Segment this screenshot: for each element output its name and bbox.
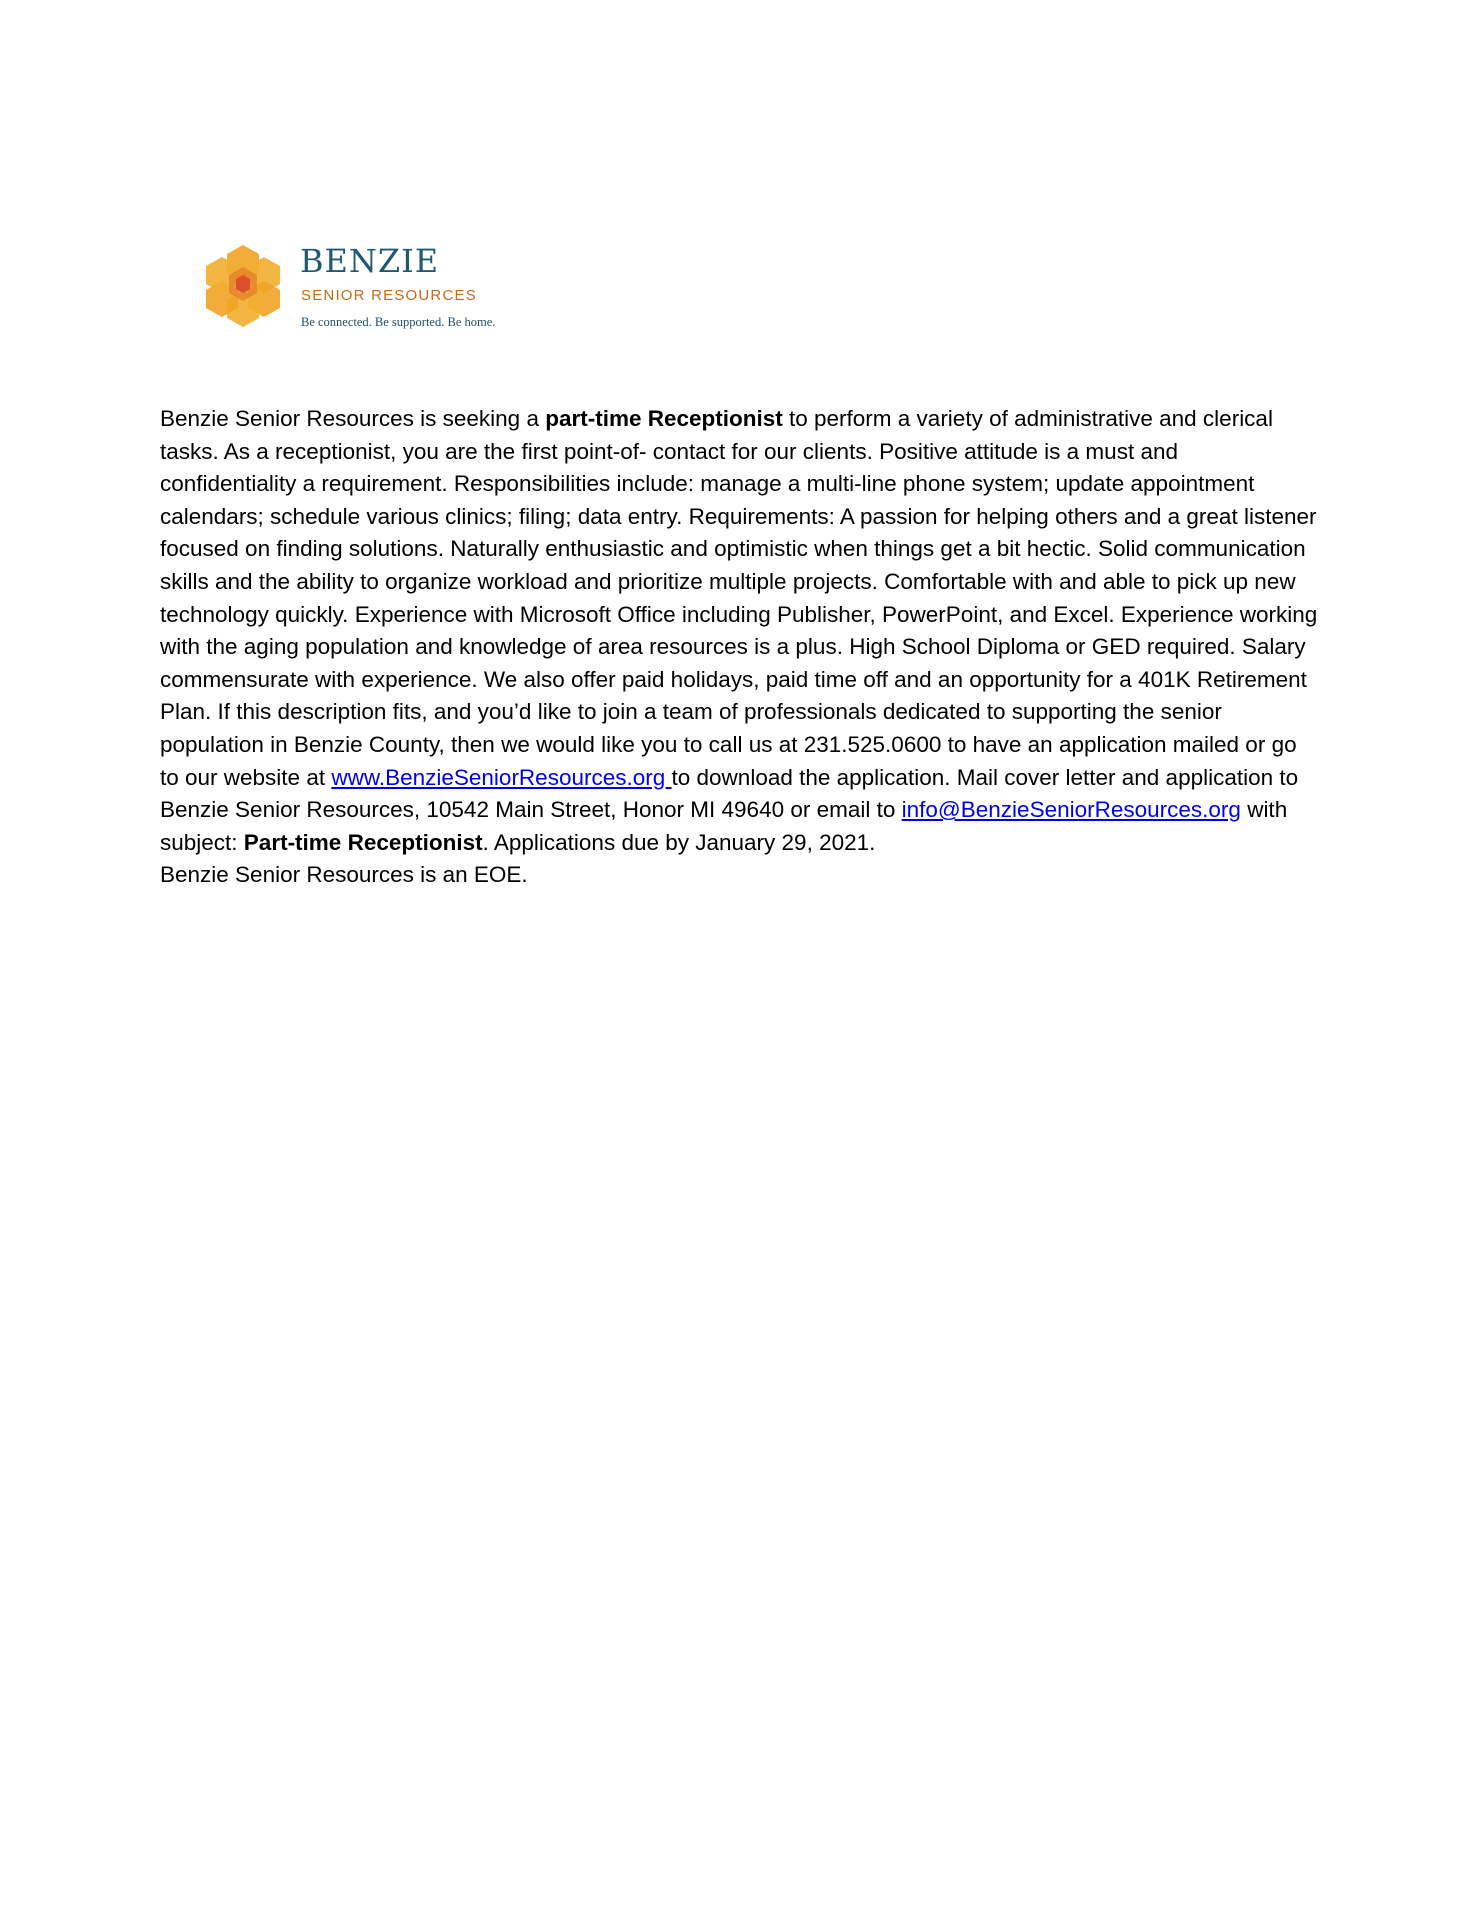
job-posting bbox=[160, 403, 1320, 892]
posting-deadline: . Applications due by January 29, 2021. bbox=[482, 829, 876, 855]
posting-intro: Benzie Senior Resources is seeking a bbox=[160, 406, 546, 431]
posting-mail-instructions: to download the application. Mail cover letter and application to Benzie Senior Resources, 10542 Main Street, Honor MI 49640 or email to bbox=[160, 764, 1299, 823]
logo-tagline: Be connected. Be supported. Be home. bbox=[301, 315, 496, 329]
posting-paragraph bbox=[160, 403, 1320, 859]
email-subject: Part-time Receptionist bbox=[243, 829, 483, 855]
website-link[interactable]: www.BenzieSeniorResources.org bbox=[331, 764, 672, 790]
posting-details: to perform a variety of administrative and clerical tasks. As a receptionist, you are the first point-of- contact for our clients. Positive attitude is a must and confidentiality a requirement. Responsibilities include: manage a multi-line phone system; update appointment calendars; schedule various clinics; filing; data entry. Requirements: A passion for helping others and a great listener focused on finding solutions. Naturally enthusiastic and optimistic when things get a bit hectic. Solid communication skills and the ability to organize workload and prioritize multiple projects. Comfortable with and able to pick up new technology quickly. Experience with Microsoft Office including Publisher, PowerPoint, and Excel. Experience working with the aging population and knowledge of area resources is a plus. High School Diploma or GED required. Salary commensurate with experience. We also offer paid holidays, paid time off and an opportunity for a 401K Retirement Plan. If this description fits, and you’d like to join a team of professionals dedicated to supporting the senior population in Benzie County, then we would like you to call us at 231.525.0600 to have an application mailed or go to our website at bbox=[160, 406, 1318, 790]
position-title: part-time Receptionist bbox=[545, 406, 783, 431]
email-link[interactable]: info@BenzieSeniorResources.org bbox=[901, 797, 1241, 823]
posting-subject-label: with subject: bbox=[160, 797, 1288, 855]
eoe-statement: Benzie Senior Resources is an EOE. bbox=[160, 862, 528, 888]
hexagon-cluster-icon bbox=[198, 243, 288, 329]
logo-subtitle: SENIOR RESOURCES bbox=[301, 287, 477, 304]
organization-logo bbox=[160, 205, 530, 370]
logo-name: BENZIE bbox=[300, 242, 440, 280]
